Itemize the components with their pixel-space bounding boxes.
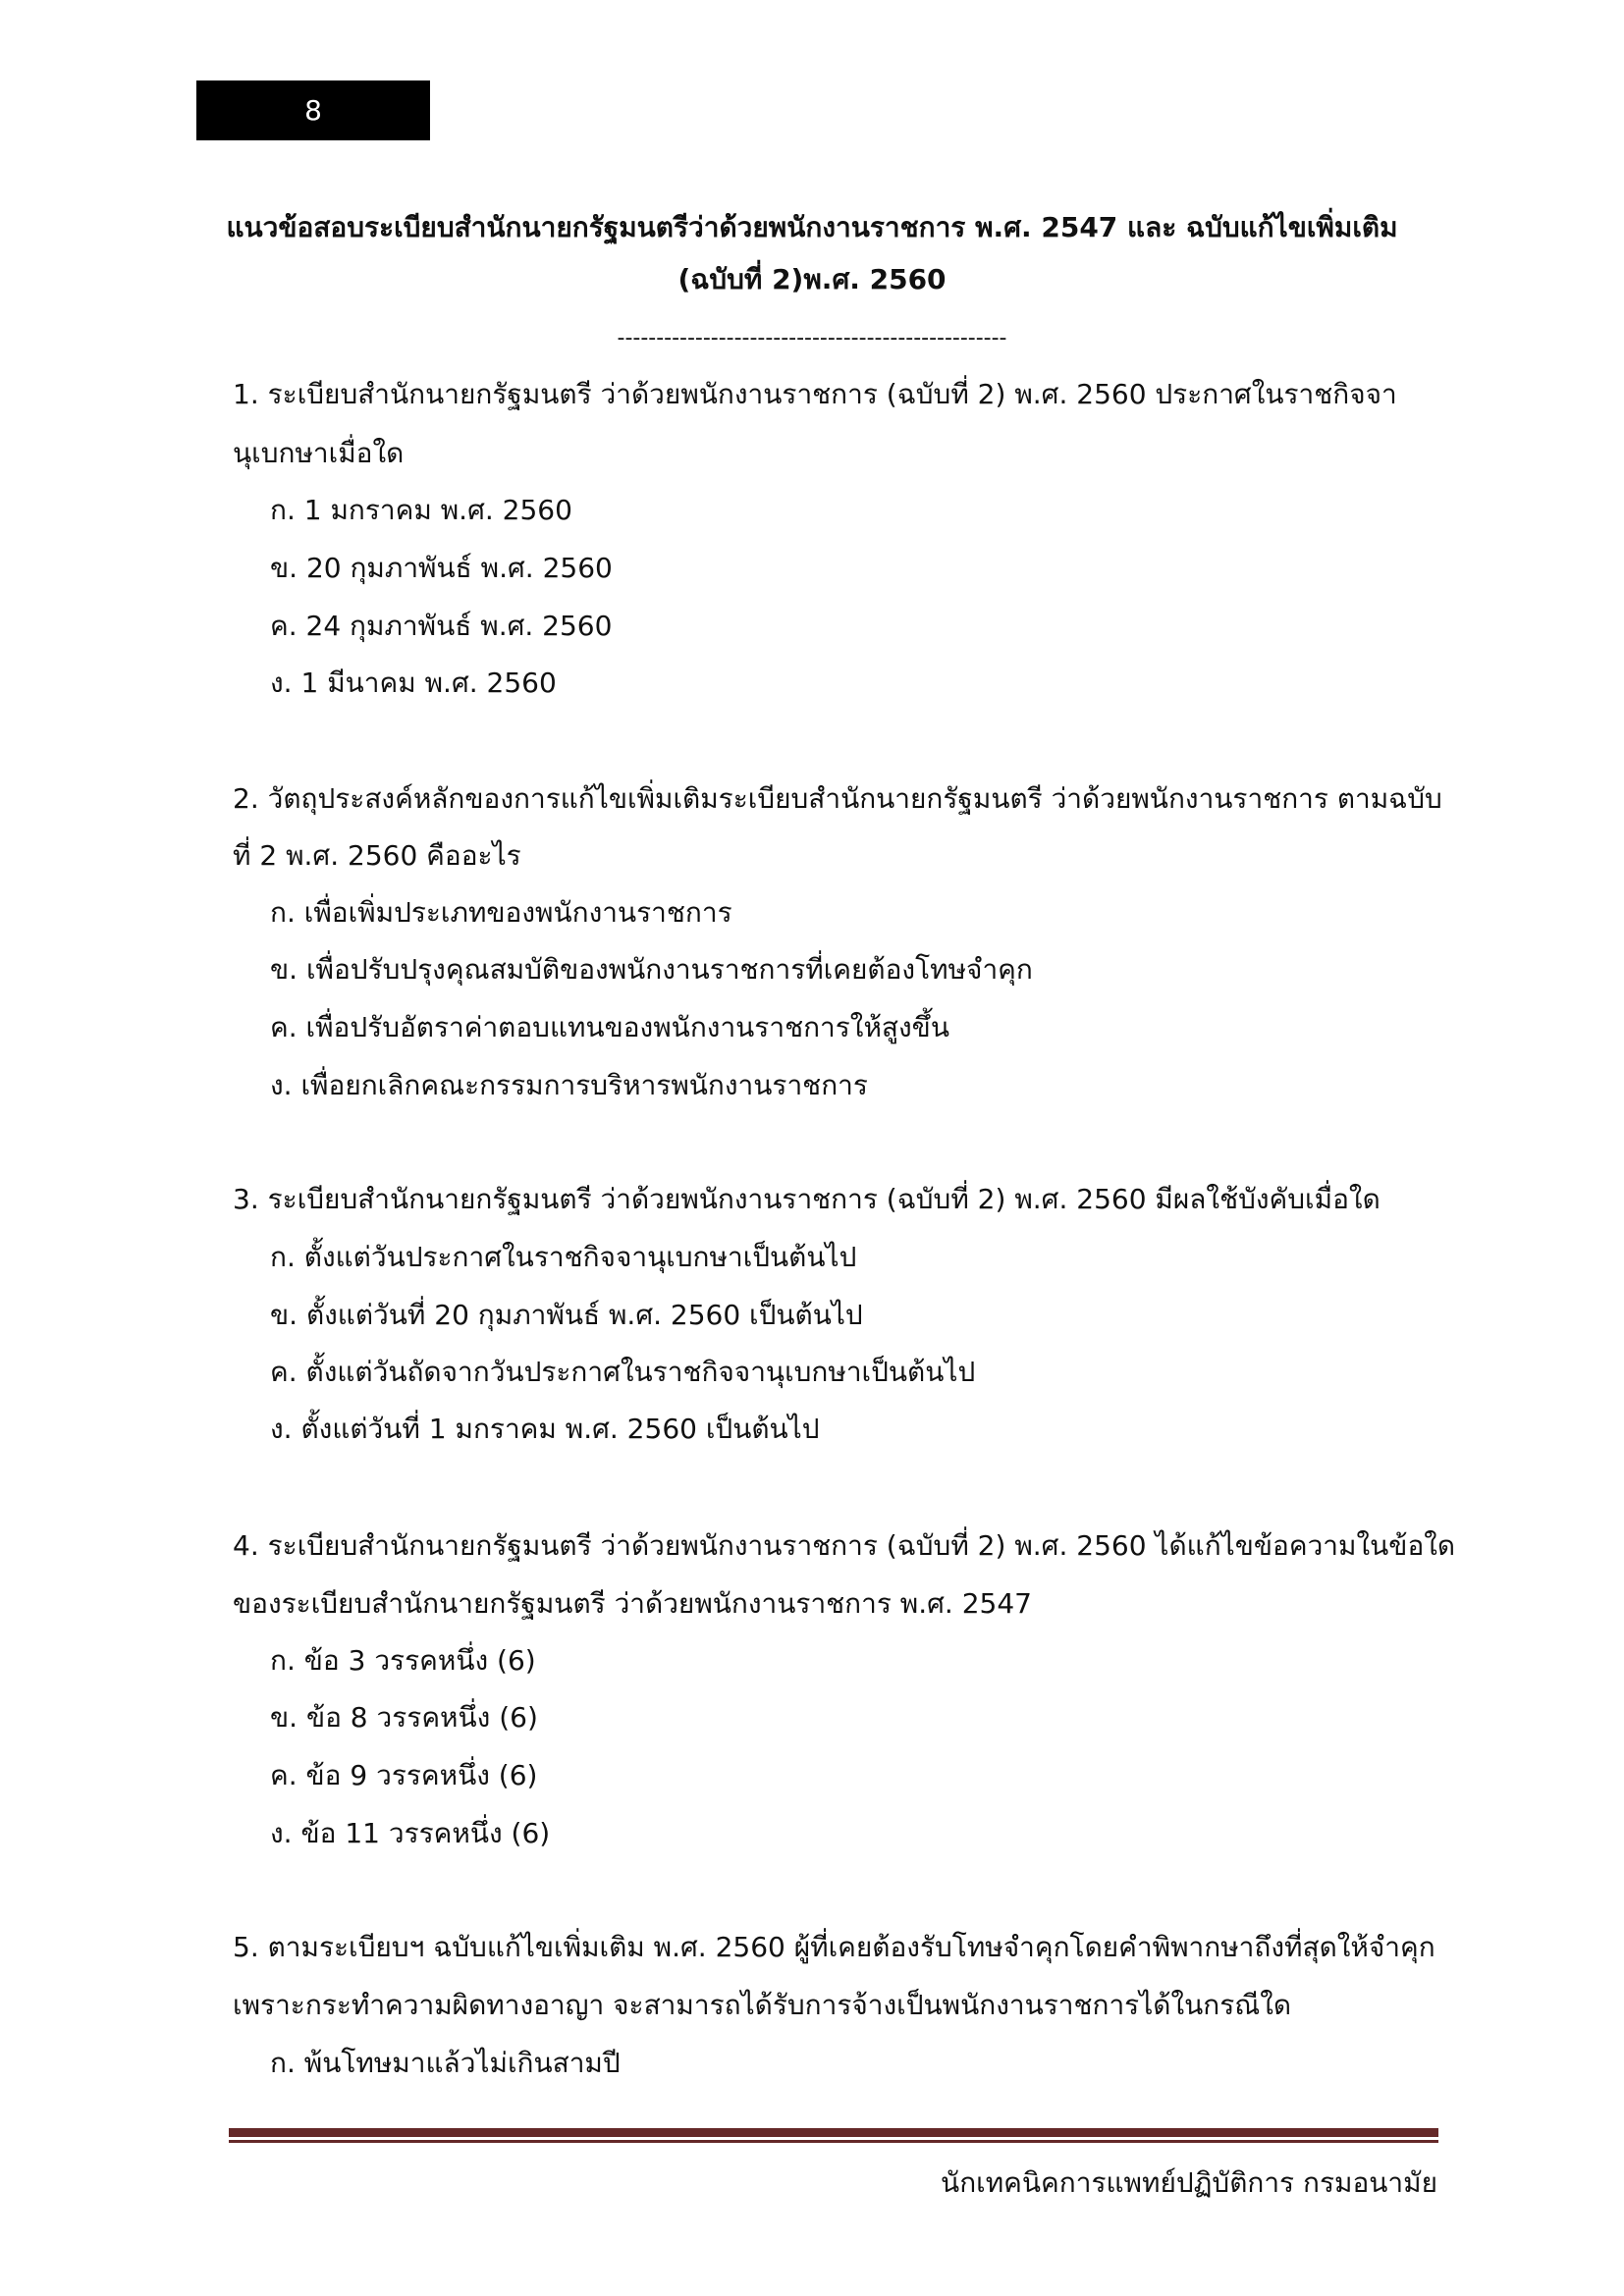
title-separator: -------------------------------------------------- bbox=[617, 326, 1007, 350]
question-3-option-c: ค. ตั้งแต่วันถัดจากวันประกาศในราชกิจจานุเบกษาเป็นต้นไป bbox=[270, 1356, 976, 1388]
footer-rule-thin bbox=[229, 2140, 1438, 2143]
question-5-text: 5. ตามระเบียบฯ ฉบับแก้ไขเพิ่มเติม พ.ศ. 2560 ผู้ที่เคยต้องรับโทษจำคุกโดยคำพิพากษาถึงที่สุดให้จำคุก bbox=[233, 1931, 1435, 1963]
question-4-text: 4. ระเบียบสำนักนายกรัฐมนตรี ว่าด้วยพนักงานราชการ (ฉบับที่ 2) พ.ศ. 2560 ได้แก้ไขข้อความในข้อใด bbox=[233, 1529, 1456, 1562]
document-title-line1: แนวข้อสอบระเบียบสำนักนายกรัฐมนตรีว่าด้วยพนักงานราชการ พ.ศ. 2547 และ ฉบับแก้ไขเพิ่มเติม bbox=[226, 211, 1398, 243]
question-1-option-c: ค. 24 กุมภาพันธ์ พ.ศ. 2560 bbox=[270, 610, 613, 642]
question-2-text: 2. วัตถุประสงค์หลักของการแก้ไขเพิ่มเติมระเบียบสำนักนายกรัฐมนตรี ว่าด้วยพนักงานราชการ ตามฉบับ bbox=[233, 782, 1442, 815]
question-5-option-a: ก. พ้นโทษมาแล้วไม่เกินสามปี bbox=[270, 2047, 621, 2079]
question-2-option-c: ค. เพื่อปรับอัตราค่าตอบแทนของพนักงานราชการให้สูงขึ้น bbox=[270, 1011, 949, 1043]
question-2-text-cont: ที่ 2 พ.ศ. 2560 คืออะไร bbox=[233, 839, 521, 872]
question-3-text: 3. ระเบียบสำนักนายกรัฐมนตรี ว่าด้วยพนักงานราชการ (ฉบับที่ 2) พ.ศ. 2560 มีผลใช้บังคับเมื่อใด bbox=[233, 1183, 1380, 1215]
question-3-option-b: ข. ตั้งแต่วันที่ 20 กุมภาพันธ์ พ.ศ. 2560 เป็นต้นไป bbox=[270, 1299, 863, 1331]
document-title-line2: (ฉบับที่ 2)พ.ศ. 2560 bbox=[677, 263, 947, 295]
question-1-option-b: ข. 20 กุมภาพันธ์ พ.ศ. 2560 bbox=[270, 552, 613, 584]
question-2-option-b: ข. เพื่อปรับปรุงคุณสมบัติของพนักงานราชการที่เคยต้องโทษจำคุก bbox=[270, 953, 1033, 986]
question-3-option-d: ง. ตั้งแต่วันที่ 1 มกราคม พ.ศ. 2560 เป็นต้นไป bbox=[270, 1413, 820, 1445]
question-3-option-a: ก. ตั้งแต่วันประกาศในราชกิจจานุเบกษาเป็นต้นไป bbox=[270, 1241, 857, 1273]
question-4-option-c: ค. ข้อ 9 วรรคหนึ่ง (6) bbox=[270, 1759, 538, 1791]
question-4-option-b: ข. ข้อ 8 วรรคหนึ่ง (6) bbox=[270, 1701, 538, 1734]
question-1-option-d: ง. 1 มีนาคม พ.ศ. 2560 bbox=[270, 667, 557, 699]
question-1-text: 1. ระเบียบสำนักนายกรัฐมนตรี ว่าด้วยพนักงานราชการ (ฉบับที่ 2) พ.ศ. 2560 ประกาศในราชกิจจา bbox=[233, 378, 1397, 410]
page-number: 8 bbox=[196, 80, 430, 140]
question-2-option-a: ก. เพื่อเพิ่มประเภทของพนักงานราชการ bbox=[270, 896, 732, 929]
question-2-option-d: ง. เพื่อยกเลิกคณะกรรมการบริหารพนักงานราชการ bbox=[270, 1069, 868, 1101]
question-4-text-cont: ของระเบียบสำนักนายกรัฐมนตรี ว่าด้วยพนักงานราชการ พ.ศ. 2547 bbox=[233, 1587, 1032, 1620]
question-4-option-d: ง. ข้อ 11 วรรคหนึ่ง (6) bbox=[270, 1817, 551, 1849]
question-4-option-a: ก. ข้อ 3 วรรคหนึ่ง (6) bbox=[270, 1644, 536, 1677]
footer-rule-thick bbox=[229, 2128, 1438, 2137]
footer-text: นักเทคนิคการแพทย์ปฏิบัติการ กรมอนามัย bbox=[941, 2166, 1437, 2199]
question-1-option-a: ก. 1 มกราคม พ.ศ. 2560 bbox=[270, 494, 572, 526]
question-5-text-cont: เพราะกระทำความผิดทางอาญา จะสามารถได้รับการจ้างเป็นพนักงานราชการได้ในกรณีใด bbox=[233, 1989, 1292, 2021]
question-1-text-cont: นุเบกษาเมื่อใด bbox=[233, 437, 405, 469]
